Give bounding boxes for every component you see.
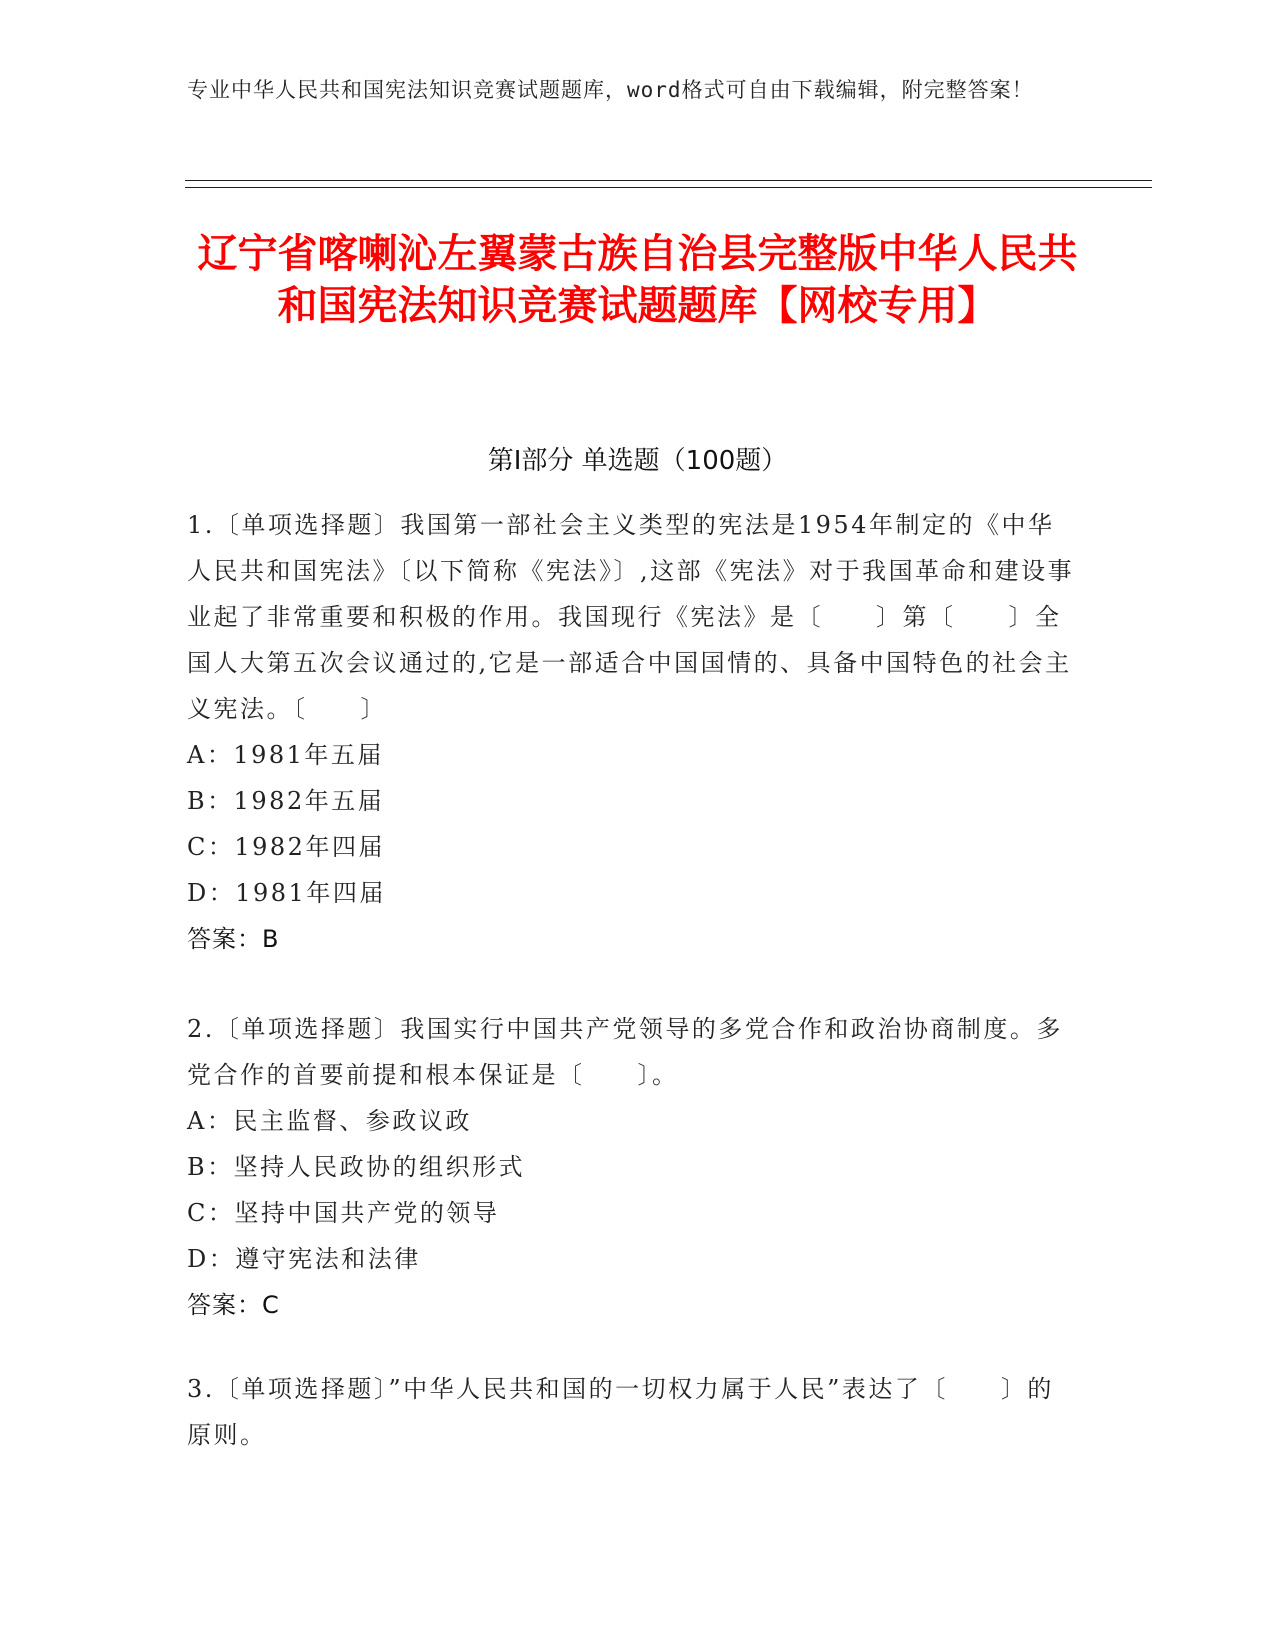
document-title: 辽宁省喀喇沁左翼蒙古族自治县完整版中华人民共和国宪法知识竞赛试题题库【网校专用】 [197, 231, 1078, 329]
option-d: D：遵守宪法和法律 [187, 1245, 421, 1273]
option-c: C：坚持中国共产党的领导 [187, 1199, 500, 1227]
section-heading: 第Ⅰ部分 单选题（100题） [487, 446, 788, 476]
header-rule-bottom [185, 187, 1152, 188]
option-b: B：坚持人民政协的组织形式 [187, 1153, 526, 1181]
question-1 [187, 502, 1077, 962]
option-d: D：1981年四届 [187, 879, 386, 907]
answer-text: 答案：C [187, 1291, 280, 1319]
question-2 [187, 1006, 1077, 1328]
option-c: C：1982年四届 [187, 833, 385, 861]
header-note: 专业中华人民共和国宪法知识竞赛试题题库，word格式可自由下载编辑，附完整答案！ [187, 78, 1034, 102]
question-3 [187, 1366, 1077, 1458]
option-a: A：民主监督、参政议政 [187, 1107, 472, 1135]
question-stem: 1.〔单项选择题〕我国第一部社会主义类型的宪法是1954年制定的《中华人民共和国宪法》〔以下简称《宪法》〕,这部《宪法》对于我国革命和建设事业起了非常重要和积极的作用。我国现行《宪法》是〔 〕第〔 〕全国人大第五次会议通过的,它是一部适合中国国情的、具备中国特色的社会主义宪法。〔 〕 [187, 511, 1075, 723]
option-a: A：1981年五届 [187, 741, 384, 769]
answer-text: 答案：B [187, 925, 280, 953]
question-stem: 2.〔单项选择题〕我国实行中国共产党领导的多党合作和政治协商制度。多党合作的首要前提和根本保证是〔 〕。 [187, 1015, 1063, 1089]
header-rule-top [185, 180, 1152, 181]
option-b: B：1982年五届 [187, 787, 385, 815]
question-stem: 3.〔单项选择题〕”中华人民共和国的一切权力属于人民”表达了〔 〕的原则。 [187, 1375, 1054, 1449]
